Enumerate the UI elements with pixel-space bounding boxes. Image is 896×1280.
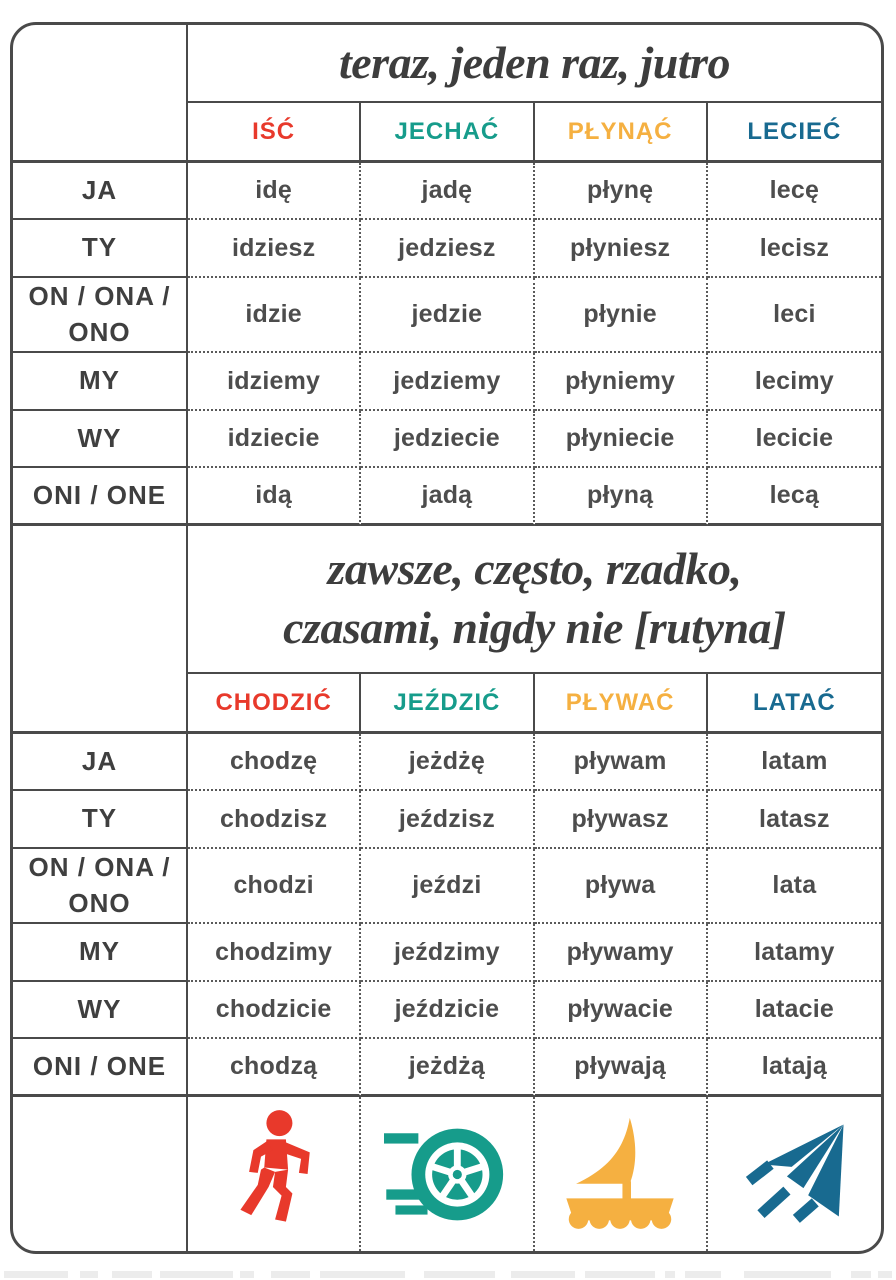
paper-plane-icon bbox=[731, 1115, 857, 1233]
section1-header bbox=[188, 25, 881, 103]
table-cell: leci bbox=[708, 278, 881, 353]
verb-label: JECHAĆ bbox=[394, 117, 500, 145]
sailboat-icon bbox=[556, 1113, 684, 1235]
pronoun-oni-one: ONI / ONE bbox=[13, 468, 188, 526]
cutoff-segment bbox=[320, 1271, 405, 1278]
table-cell: lecicie bbox=[708, 411, 881, 468]
cutoff-segment bbox=[80, 1271, 98, 1278]
table-cell: lata bbox=[708, 849, 881, 924]
pronoun-ja: JA bbox=[13, 734, 188, 791]
corner-spacer-middle bbox=[13, 526, 188, 734]
table-cell: latacie bbox=[708, 982, 881, 1039]
table-cell: pływają bbox=[535, 1039, 708, 1097]
cutoff-segment bbox=[160, 1271, 233, 1278]
verb-header-plywac bbox=[535, 674, 708, 734]
cutoff-segment bbox=[585, 1271, 655, 1278]
table-cell: płyniemy bbox=[535, 353, 708, 411]
icon-cell-wheel bbox=[361, 1097, 534, 1251]
table-cell: lecisz bbox=[708, 220, 881, 278]
table-cell: idziesz bbox=[188, 220, 361, 278]
verb-label: LECIEĆ bbox=[747, 117, 842, 145]
icon-cell-walking bbox=[188, 1097, 361, 1251]
verb-header-jezdzic bbox=[361, 674, 534, 734]
section1-header-text: teraz, jeden raz, jutro bbox=[338, 36, 731, 88]
table-cell: chodzisz bbox=[188, 791, 361, 849]
cutoff-segment bbox=[424, 1271, 495, 1278]
table-cell: chodzimy bbox=[188, 924, 361, 982]
table-cell: płynie bbox=[535, 278, 708, 353]
icon-cell-sailboat bbox=[535, 1097, 708, 1251]
pronoun-on-ona-ono: ON / ONA / ONO bbox=[13, 278, 188, 353]
table-cell: idą bbox=[188, 468, 361, 526]
table-cell: jedziesz bbox=[361, 220, 534, 278]
cutoff-segment bbox=[878, 1271, 892, 1278]
table-cell: idzie bbox=[188, 278, 361, 353]
pronoun-wy: WY bbox=[13, 411, 188, 468]
verb-label: PŁYNĄĆ bbox=[567, 117, 673, 145]
cutoff-segment bbox=[240, 1271, 254, 1278]
verb-label: LATAĆ bbox=[752, 688, 836, 716]
cutoff-segment bbox=[4, 1271, 68, 1278]
pronoun-wy: WY bbox=[13, 982, 188, 1039]
cutoff-segment bbox=[112, 1271, 152, 1278]
table-cell: chodzicie bbox=[188, 982, 361, 1039]
speeding-wheel-icon bbox=[384, 1117, 510, 1232]
table-cell: idę bbox=[188, 163, 361, 220]
table-cell: lecimy bbox=[708, 353, 881, 411]
table-cell: jeździcie bbox=[361, 982, 534, 1039]
verb-header-plynac bbox=[535, 103, 708, 163]
cutoff-segment bbox=[851, 1271, 871, 1278]
table-cell: pływa bbox=[535, 849, 708, 924]
cutoff-segment bbox=[511, 1271, 575, 1278]
table-cell: płyniesz bbox=[535, 220, 708, 278]
conjugation-table bbox=[10, 22, 884, 1254]
table-cell: pływacie bbox=[535, 982, 708, 1039]
table-cell: idziecie bbox=[188, 411, 361, 468]
walking-person-icon bbox=[225, 1109, 323, 1239]
verb-label: IŚĆ bbox=[252, 117, 296, 145]
table-cell: płynę bbox=[535, 163, 708, 220]
pronoun-ja: JA bbox=[13, 163, 188, 220]
table-cell: płyną bbox=[535, 468, 708, 526]
icon-cell-plane bbox=[708, 1097, 881, 1251]
pronoun-ty: TY bbox=[13, 220, 188, 278]
table-cell: jeździmy bbox=[361, 924, 534, 982]
verb-header-jechac bbox=[361, 103, 534, 163]
table-cell: lecą bbox=[708, 468, 881, 526]
table-cell: jadą bbox=[361, 468, 534, 526]
section2-header bbox=[188, 526, 881, 674]
table-cell: latają bbox=[708, 1039, 881, 1097]
verb-header-leciec bbox=[708, 103, 881, 163]
table-cell: chodzę bbox=[188, 734, 361, 791]
table-cell: lecę bbox=[708, 163, 881, 220]
pronoun-oni-one: ONI / ONE bbox=[13, 1039, 188, 1097]
table-cell: jedziemy bbox=[361, 353, 534, 411]
pronoun-my: MY bbox=[13, 924, 188, 982]
table-cell: jeździ bbox=[361, 849, 534, 924]
pronoun-ty: TY bbox=[13, 791, 188, 849]
table-cell: jeździsz bbox=[361, 791, 534, 849]
verb-header-chodzic bbox=[188, 674, 361, 734]
table-cell: jeżdżą bbox=[361, 1039, 534, 1097]
table-cell: pływam bbox=[535, 734, 708, 791]
table-cell: pływamy bbox=[535, 924, 708, 982]
corner-spacer-bottom bbox=[13, 1097, 188, 1251]
table-cell: jadę bbox=[361, 163, 534, 220]
section2-header-text: zawsze, często, rzadko, czasami, nigdy nie [rutyna] bbox=[283, 543, 786, 653]
table-cell: jedzie bbox=[361, 278, 534, 353]
pronoun-my: MY bbox=[13, 353, 188, 411]
table-cell: latasz bbox=[708, 791, 881, 849]
table-cell: chodzi bbox=[188, 849, 361, 924]
cutoff-segment bbox=[685, 1271, 721, 1278]
table-cell: idziemy bbox=[188, 353, 361, 411]
table-cell: latam bbox=[708, 734, 881, 791]
corner-spacer-top bbox=[13, 25, 188, 163]
table-cell: pływasz bbox=[535, 791, 708, 849]
verb-header-latac bbox=[708, 674, 881, 734]
table-cell: chodzą bbox=[188, 1039, 361, 1097]
cutoff-segment bbox=[271, 1271, 310, 1278]
table-cell: latamy bbox=[708, 924, 881, 982]
verb-header-isc bbox=[188, 103, 361, 163]
pronoun-on-ona-ono: ON / ONA / ONO bbox=[13, 849, 188, 924]
table-cell: jedziecie bbox=[361, 411, 534, 468]
table-cell: płyniecie bbox=[535, 411, 708, 468]
cutoff-segment bbox=[744, 1271, 831, 1278]
verb-label: PŁYWAĆ bbox=[565, 688, 675, 716]
cutoff-strip bbox=[0, 1271, 896, 1278]
verb-label: CHODZIĆ bbox=[215, 688, 332, 716]
cutoff-segment bbox=[665, 1271, 675, 1278]
table-cell: jeżdżę bbox=[361, 734, 534, 791]
verb-label: JEŹDZIĆ bbox=[393, 688, 501, 716]
